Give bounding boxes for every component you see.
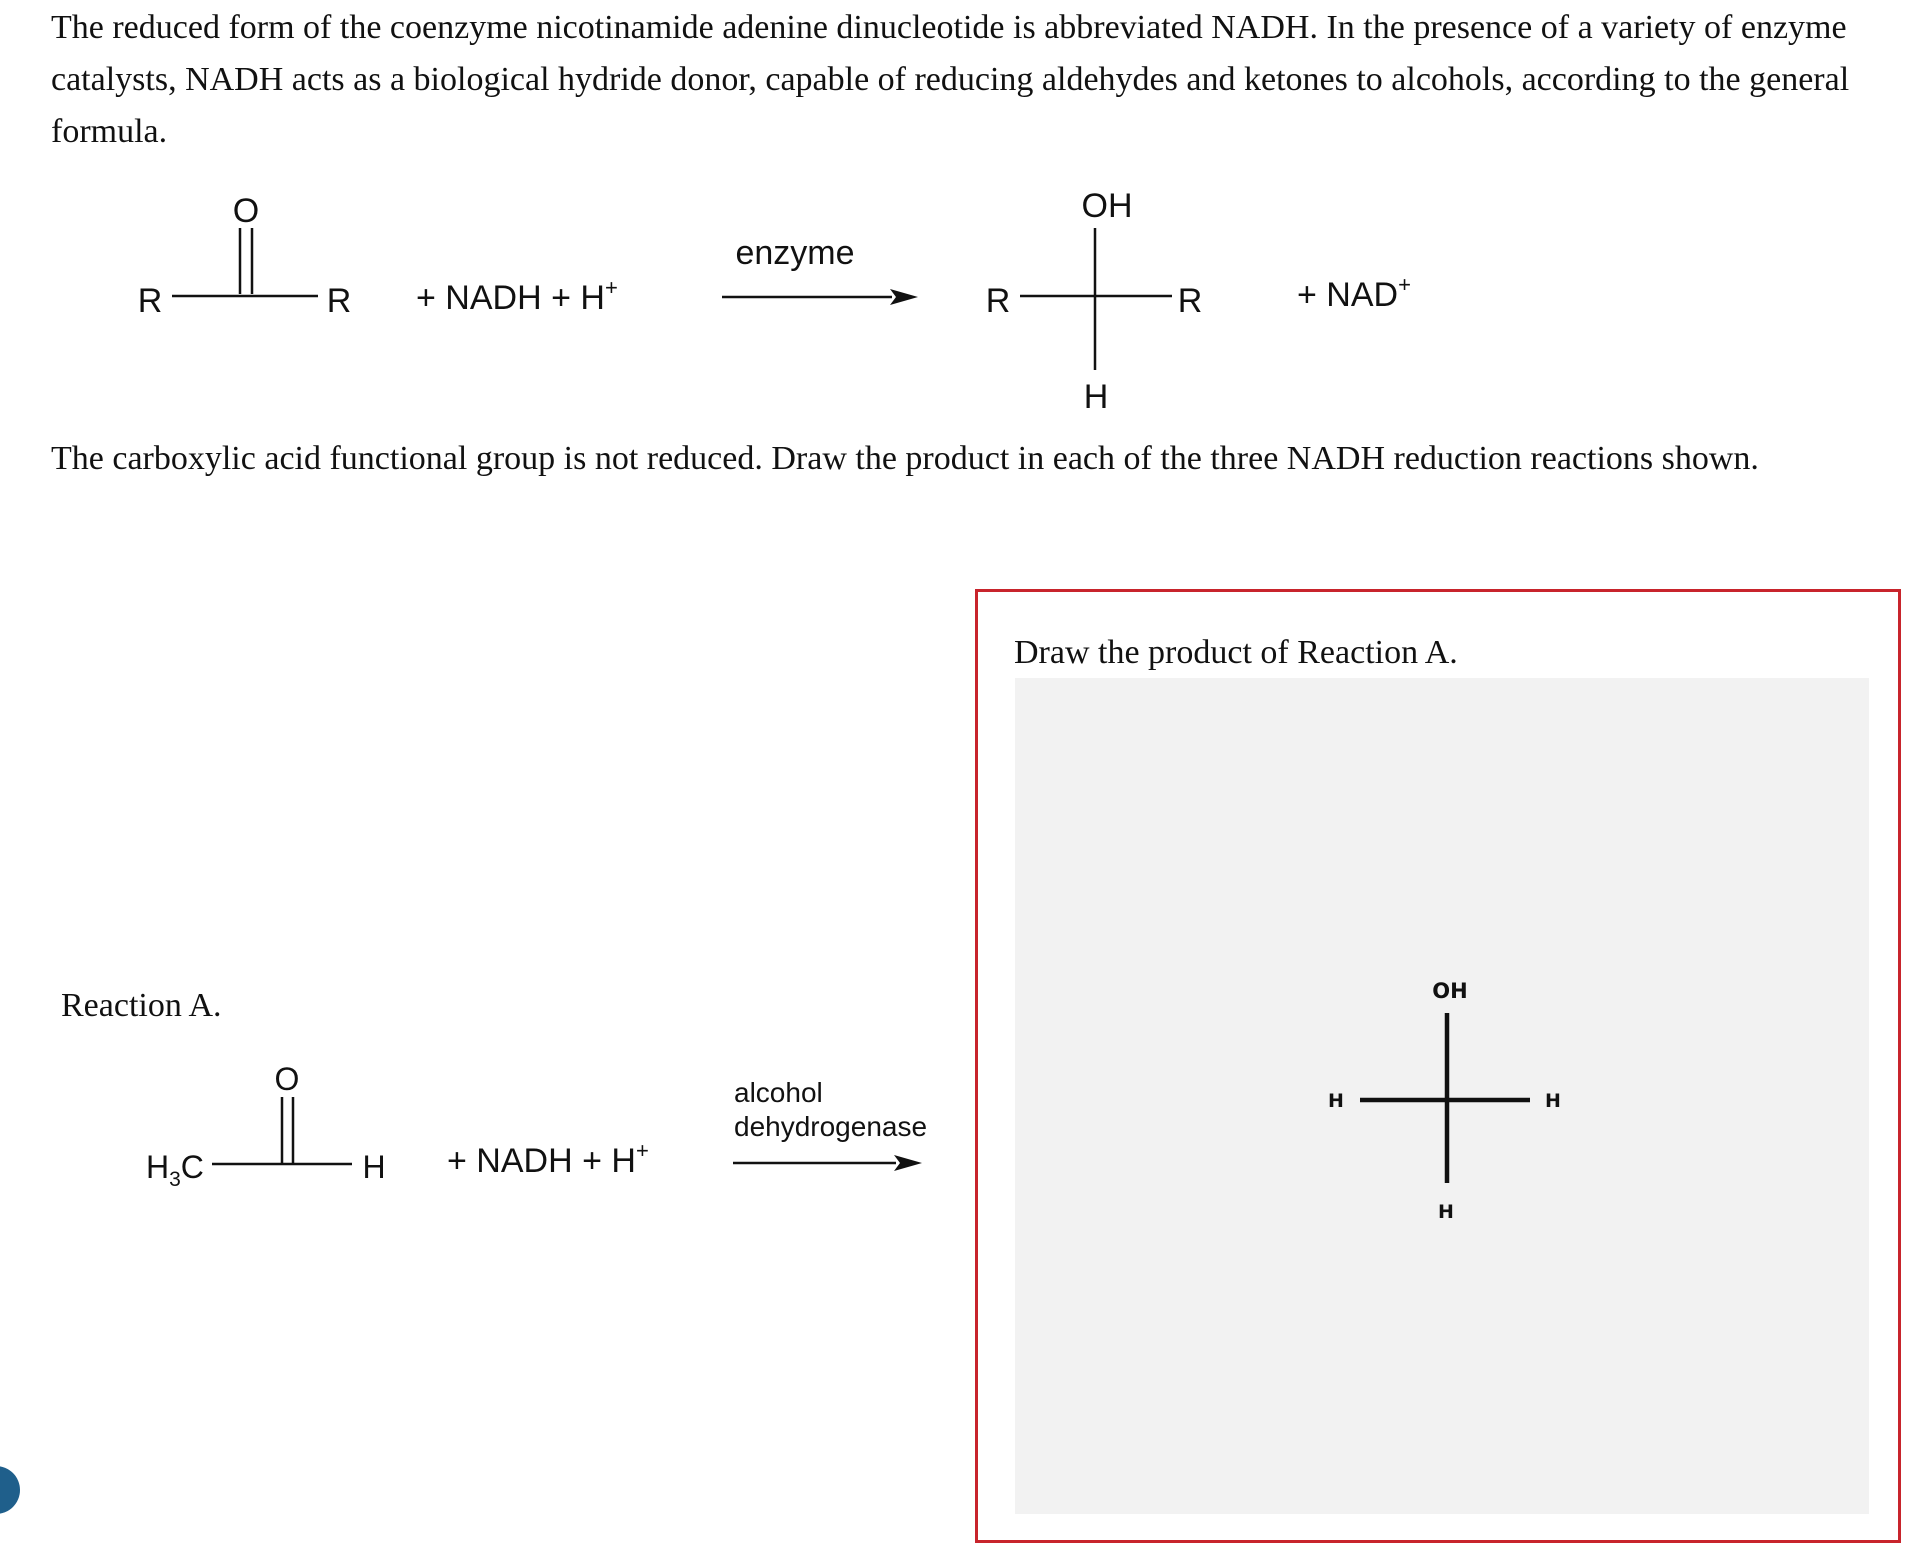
answer-panel [975,589,1901,1543]
reaction-a-label: Reaction A. [61,987,222,1024]
drawing-canvas[interactable] [1015,678,1869,1514]
template-left-group[interactable]: H [1328,1090,1344,1112]
product-right-group: R [1177,282,1203,320]
reactant-left-group: R [137,282,163,320]
template-top-group[interactable]: OH [1432,979,1468,1003]
product-bottom-group: H [1083,378,1109,416]
reaction-a-methyl-group [146,1149,204,1191]
instruction-text: The carboxylic acid functional group is not reduced. Draw the product in each of the three NADH reduction reactions shown. [51,440,1759,477]
drawing-template[interactable] [1015,678,1869,1514]
reaction-a-right-group: H [362,1149,386,1185]
general-reagents-charge: + [604,275,618,300]
reaction-a-reagents-charge: + [635,1138,649,1163]
reaction-a-arrow-head [894,1155,922,1171]
general-coproduct-charge: + [1398,272,1411,297]
product-left-group: R [985,282,1011,320]
reactant-right-group: R [326,282,352,320]
template-bottom-group[interactable]: H [1438,1201,1454,1223]
reaction-a-methyl-subscript: 3 [169,1168,181,1191]
reaction-a-catalyst-line-1: alcohol [734,1077,823,1108]
catalyst-label: enzyme [735,234,855,272]
reaction-a-reagents [447,1138,649,1180]
reaction-a-carbonyl-oxygen: O [274,1061,300,1097]
reaction-a-methyl-c: C [180,1149,204,1185]
template-right-group[interactable]: H [1545,1090,1561,1112]
general-coproduct [1297,272,1411,314]
reaction-a-methyl-h: H [146,1149,170,1185]
general-reagents-text: + NADH + H [416,279,605,317]
reaction-a-catalyst-line-2: dehydrogenase [734,1111,928,1142]
product-top-group: OH [1081,187,1133,225]
answer-panel-title: Draw the product of Reaction A. [1014,634,1458,671]
intro-paragraph: The reduced form of the coenzyme nicotinamide adenine dinucleotide is abbreviated NADH. In the presence of a variety of enzyme catalysts, NADH acts as a biological hydride donor, capable of reducing aldehydes and ketones to alcohols, according to the general formula. [51,9,1850,150]
reaction-a-reagents-text: + NADH + H [447,1142,636,1180]
general-coproduct-text: + NAD [1297,276,1399,314]
reactant-carbonyl-oxygen: O [232,192,260,230]
